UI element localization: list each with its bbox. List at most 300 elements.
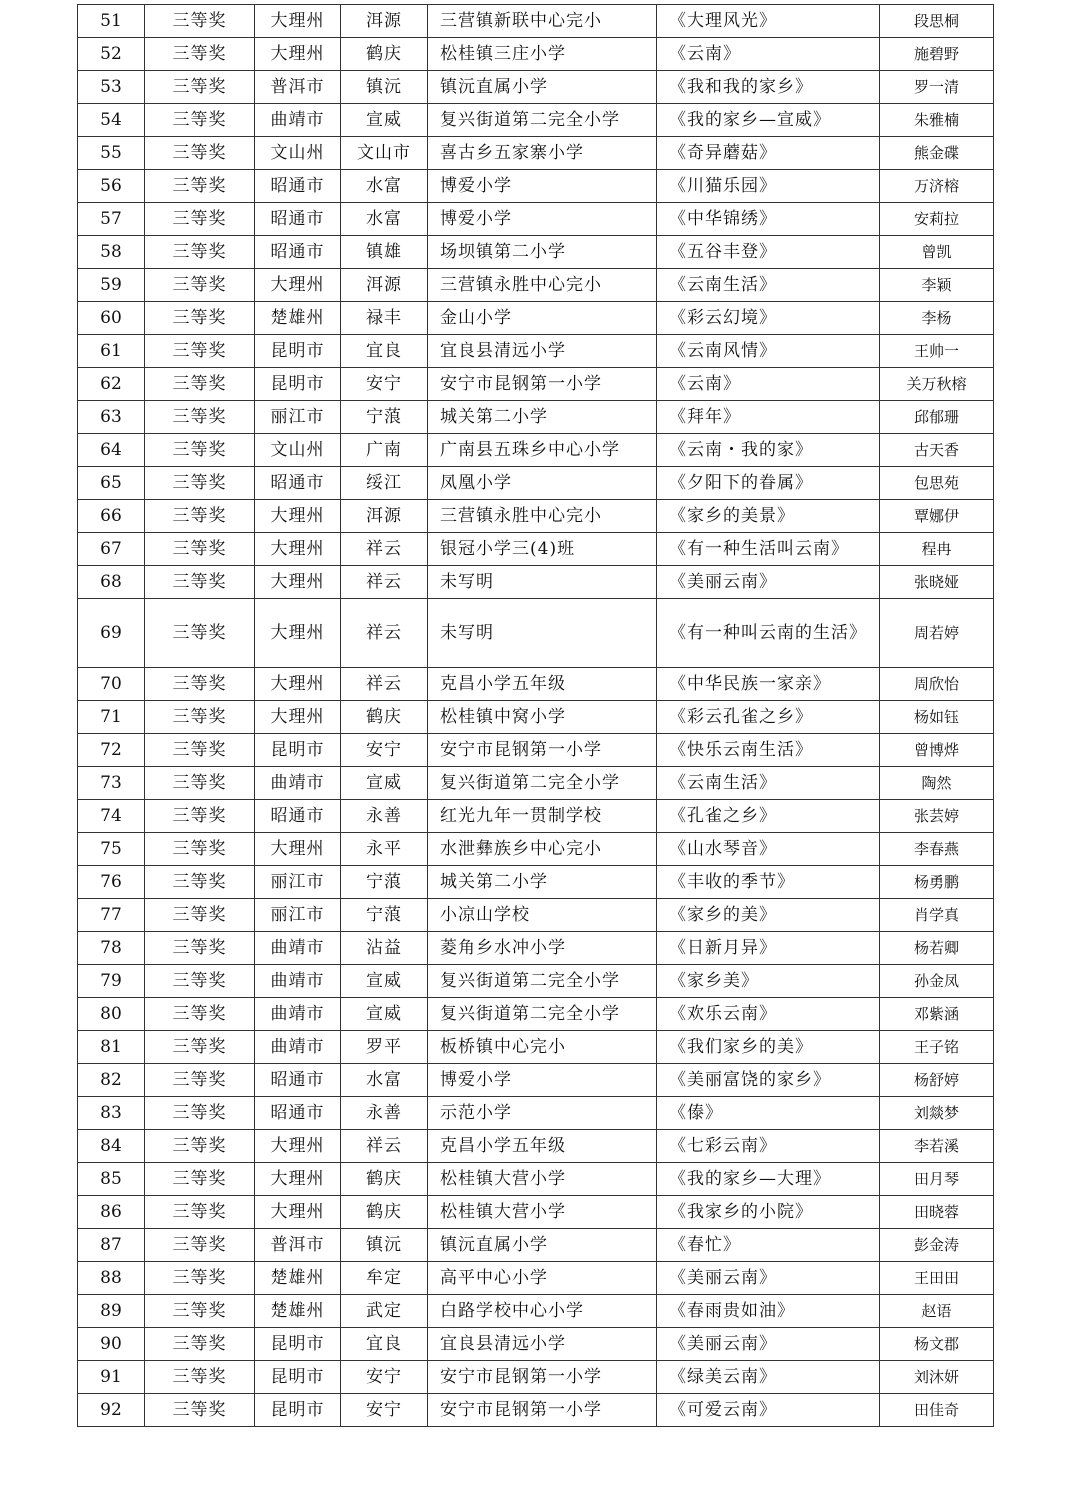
school-cell: 喜古乡五家寨小学	[428, 137, 657, 170]
student-name-cell: 施碧野	[880, 38, 994, 71]
city-cell: 丽江市	[255, 866, 341, 899]
table-row	[78, 1295, 994, 1328]
school-cell: 红光九年一贯制学校	[428, 800, 657, 833]
prize-level-cell: 三等奖	[145, 302, 255, 335]
prize-level-cell: 三等奖	[145, 434, 255, 467]
city-cell: 大理州	[255, 668, 341, 701]
row-number-cell: 69	[78, 599, 145, 668]
county-cell: 镇沅	[341, 1229, 428, 1262]
prize-level-cell: 三等奖	[145, 1229, 255, 1262]
school-cell: 克昌小学五年级	[428, 668, 657, 701]
prize-level-cell: 三等奖	[145, 137, 255, 170]
school-cell: 未写明	[428, 599, 657, 668]
prize-level-cell: 三等奖	[145, 668, 255, 701]
row-number-cell: 83	[78, 1097, 145, 1130]
county-cell: 祥云	[341, 1130, 428, 1163]
city-cell: 大理州	[255, 269, 341, 302]
city-cell: 曲靖市	[255, 932, 341, 965]
prize-level-cell: 三等奖	[145, 1064, 255, 1097]
artwork-title-cell: 《彩云幻境》	[657, 302, 880, 335]
table-row	[78, 998, 994, 1031]
artwork-title-cell: 《云南・我的家》	[657, 434, 880, 467]
prize-level-cell: 三等奖	[145, 269, 255, 302]
school-cell: 博爱小学	[428, 1064, 657, 1097]
school-cell: 三营镇新联中心完小	[428, 5, 657, 38]
award-list-table	[77, 4, 994, 1427]
row-number-cell: 70	[78, 668, 145, 701]
city-cell: 昆明市	[255, 1361, 341, 1394]
city-cell: 大理州	[255, 566, 341, 599]
city-cell: 大理州	[255, 1163, 341, 1196]
table-row	[78, 668, 994, 701]
student-name-cell: 周欣怡	[880, 668, 994, 701]
artwork-title-cell: 《云南风情》	[657, 335, 880, 368]
student-name-cell: 张晓娅	[880, 566, 994, 599]
city-cell: 曲靖市	[255, 104, 341, 137]
county-cell: 鹤庆	[341, 38, 428, 71]
student-name-cell: 王田田	[880, 1262, 994, 1295]
county-cell: 安宁	[341, 734, 428, 767]
prize-level-cell: 三等奖	[145, 1031, 255, 1064]
artwork-title-cell: 《我们家乡的美》	[657, 1031, 880, 1064]
school-cell: 复兴街道第二完全小学	[428, 104, 657, 137]
artwork-title-cell: 《中华锦绣》	[657, 203, 880, 236]
county-cell: 洱源	[341, 5, 428, 38]
city-cell: 大理州	[255, 500, 341, 533]
county-cell: 永善	[341, 800, 428, 833]
school-cell: 凤凰小学	[428, 467, 657, 500]
table-row	[78, 1361, 994, 1394]
county-cell: 水富	[341, 170, 428, 203]
table-row	[78, 899, 994, 932]
student-name-cell: 朱雅楠	[880, 104, 994, 137]
student-name-cell: 段思桐	[880, 5, 994, 38]
table-row	[78, 434, 994, 467]
table-row	[78, 1394, 994, 1427]
artwork-title-cell: 《我和我的家乡》	[657, 71, 880, 104]
school-cell: 松桂镇大营小学	[428, 1196, 657, 1229]
student-name-cell: 彭金涛	[880, 1229, 994, 1262]
table-row	[78, 1163, 994, 1196]
school-cell: 复兴街道第二完全小学	[428, 965, 657, 998]
prize-level-cell: 三等奖	[145, 965, 255, 998]
prize-level-cell: 三等奖	[145, 401, 255, 434]
table-row	[78, 1130, 994, 1163]
row-number-cell: 86	[78, 1196, 145, 1229]
prize-level-cell: 三等奖	[145, 1163, 255, 1196]
table-body	[78, 5, 994, 1427]
county-cell: 禄丰	[341, 302, 428, 335]
county-cell: 永平	[341, 833, 428, 866]
county-cell: 宜良	[341, 1328, 428, 1361]
student-name-cell: 王子铭	[880, 1031, 994, 1064]
prize-level-cell: 三等奖	[145, 236, 255, 269]
county-cell: 武定	[341, 1295, 428, 1328]
row-number-cell: 56	[78, 170, 145, 203]
city-cell: 楚雄州	[255, 302, 341, 335]
prize-level-cell: 三等奖	[145, 1361, 255, 1394]
artwork-title-cell: 《绿美云南》	[657, 1361, 880, 1394]
artwork-title-cell: 《美丽云南》	[657, 1262, 880, 1295]
row-number-cell: 80	[78, 998, 145, 1031]
prize-level-cell: 三等奖	[145, 335, 255, 368]
table-row	[78, 203, 994, 236]
prize-level-cell: 三等奖	[145, 1196, 255, 1229]
row-number-cell: 74	[78, 800, 145, 833]
county-cell: 罗平	[341, 1031, 428, 1064]
student-name-cell: 杨文郡	[880, 1328, 994, 1361]
row-number-cell: 63	[78, 401, 145, 434]
school-cell: 复兴街道第二完全小学	[428, 767, 657, 800]
county-cell: 水富	[341, 1064, 428, 1097]
table-row	[78, 1196, 994, 1229]
artwork-title-cell: 《日新月异》	[657, 932, 880, 965]
student-name-cell: 李杨	[880, 302, 994, 335]
row-number-cell: 87	[78, 1229, 145, 1262]
artwork-title-cell: 《美丽富饶的家乡》	[657, 1064, 880, 1097]
table-row	[78, 170, 994, 203]
county-cell: 宁蒗	[341, 401, 428, 434]
artwork-title-cell: 《孔雀之乡》	[657, 800, 880, 833]
artwork-title-cell: 《我家乡的小院》	[657, 1196, 880, 1229]
county-cell: 水富	[341, 203, 428, 236]
student-name-cell: 孙金凤	[880, 965, 994, 998]
student-name-cell: 杨若卿	[880, 932, 994, 965]
city-cell: 大理州	[255, 1196, 341, 1229]
city-cell: 普洱市	[255, 71, 341, 104]
row-number-cell: 91	[78, 1361, 145, 1394]
student-name-cell: 刘沐妍	[880, 1361, 994, 1394]
row-number-cell: 68	[78, 566, 145, 599]
student-name-cell: 李若溪	[880, 1130, 994, 1163]
row-number-cell: 77	[78, 899, 145, 932]
city-cell: 文山州	[255, 434, 341, 467]
table-row	[78, 599, 994, 668]
artwork-title-cell: 《快乐云南生活》	[657, 734, 880, 767]
table-row	[78, 734, 994, 767]
artwork-title-cell: 《春雨贵如油》	[657, 1295, 880, 1328]
county-cell: 宣威	[341, 767, 428, 800]
table-row	[78, 137, 994, 170]
artwork-title-cell: 《中华民族一家亲》	[657, 668, 880, 701]
table-row	[78, 5, 994, 38]
student-name-cell: 邓紫涵	[880, 998, 994, 1031]
school-cell: 三营镇永胜中心完小	[428, 500, 657, 533]
artwork-title-cell: 《欢乐云南》	[657, 998, 880, 1031]
prize-level-cell: 三等奖	[145, 5, 255, 38]
county-cell: 绥江	[341, 467, 428, 500]
row-number-cell: 57	[78, 203, 145, 236]
student-name-cell: 杨如钰	[880, 701, 994, 734]
table-row	[78, 701, 994, 734]
table-row	[78, 1262, 994, 1295]
city-cell: 大理州	[255, 533, 341, 566]
county-cell: 牟定	[341, 1262, 428, 1295]
row-number-cell: 59	[78, 269, 145, 302]
table-row	[78, 833, 994, 866]
row-number-cell: 81	[78, 1031, 145, 1064]
table-row	[78, 1097, 994, 1130]
city-cell: 昭通市	[255, 1097, 341, 1130]
student-name-cell: 熊金碟	[880, 137, 994, 170]
table-row	[78, 269, 994, 302]
city-cell: 昆明市	[255, 1328, 341, 1361]
county-cell: 宣威	[341, 965, 428, 998]
table-row	[78, 467, 994, 500]
city-cell: 昭通市	[255, 800, 341, 833]
city-cell: 昆明市	[255, 368, 341, 401]
artwork-title-cell: 《云南生活》	[657, 767, 880, 800]
prize-level-cell: 三等奖	[145, 767, 255, 800]
row-number-cell: 89	[78, 1295, 145, 1328]
prize-level-cell: 三等奖	[145, 899, 255, 932]
table-row	[78, 368, 994, 401]
city-cell: 昆明市	[255, 1394, 341, 1427]
table-row	[78, 965, 994, 998]
row-number-cell: 84	[78, 1130, 145, 1163]
prize-level-cell: 三等奖	[145, 1130, 255, 1163]
county-cell: 安宁	[341, 1361, 428, 1394]
artwork-title-cell: 《云南生活》	[657, 269, 880, 302]
school-cell: 场坝镇第二小学	[428, 236, 657, 269]
county-cell: 洱源	[341, 269, 428, 302]
county-cell: 永善	[341, 1097, 428, 1130]
table-row	[78, 932, 994, 965]
city-cell: 曲靖市	[255, 998, 341, 1031]
school-cell: 镇沅直属小学	[428, 1229, 657, 1262]
school-cell: 安宁市昆钢第一小学	[428, 1361, 657, 1394]
row-number-cell: 73	[78, 767, 145, 800]
city-cell: 大理州	[255, 5, 341, 38]
prize-level-cell: 三等奖	[145, 734, 255, 767]
table-row	[78, 1064, 994, 1097]
city-cell: 昆明市	[255, 335, 341, 368]
prize-level-cell: 三等奖	[145, 500, 255, 533]
prize-level-cell: 三等奖	[145, 533, 255, 566]
student-name-cell: 李颖	[880, 269, 994, 302]
school-cell: 菱角乡水冲小学	[428, 932, 657, 965]
county-cell: 宜良	[341, 335, 428, 368]
row-number-cell: 58	[78, 236, 145, 269]
row-number-cell: 75	[78, 833, 145, 866]
city-cell: 曲靖市	[255, 1031, 341, 1064]
county-cell: 洱源	[341, 500, 428, 533]
artwork-title-cell: 《五谷丰登》	[657, 236, 880, 269]
table-row	[78, 302, 994, 335]
city-cell: 楚雄州	[255, 1262, 341, 1295]
prize-level-cell: 三等奖	[145, 170, 255, 203]
student-name-cell: 万济榕	[880, 170, 994, 203]
school-cell: 城关第二小学	[428, 401, 657, 434]
county-cell: 祥云	[341, 533, 428, 566]
row-number-cell: 67	[78, 533, 145, 566]
county-cell: 鹤庆	[341, 1196, 428, 1229]
row-number-cell: 62	[78, 368, 145, 401]
school-cell: 宜良县清远小学	[428, 335, 657, 368]
school-cell: 高平中心小学	[428, 1262, 657, 1295]
student-name-cell: 包思苑	[880, 467, 994, 500]
school-cell: 安宁市昆钢第一小学	[428, 368, 657, 401]
artwork-title-cell: 《有一种生活叫云南》	[657, 533, 880, 566]
student-name-cell: 田月琴	[880, 1163, 994, 1196]
table-row	[78, 767, 994, 800]
artwork-title-cell: 《云南》	[657, 368, 880, 401]
student-name-cell: 赵语	[880, 1295, 994, 1328]
row-number-cell: 90	[78, 1328, 145, 1361]
county-cell: 镇沅	[341, 71, 428, 104]
table-row	[78, 401, 994, 434]
county-cell: 宁蒗	[341, 866, 428, 899]
prize-level-cell: 三等奖	[145, 467, 255, 500]
school-cell: 松桂镇中窝小学	[428, 701, 657, 734]
row-number-cell: 82	[78, 1064, 145, 1097]
school-cell: 安宁市昆钢第一小学	[428, 1394, 657, 1427]
city-cell: 昭通市	[255, 203, 341, 236]
county-cell: 祥云	[341, 668, 428, 701]
prize-level-cell: 三等奖	[145, 833, 255, 866]
school-cell: 示范小学	[428, 1097, 657, 1130]
school-cell: 广南县五珠乡中心小学	[428, 434, 657, 467]
student-name-cell: 杨舒婷	[880, 1064, 994, 1097]
artwork-title-cell: 《可爱云南》	[657, 1394, 880, 1427]
county-cell: 鹤庆	[341, 701, 428, 734]
school-cell: 克昌小学五年级	[428, 1130, 657, 1163]
prize-level-cell: 三等奖	[145, 701, 255, 734]
school-cell: 三营镇永胜中心完小	[428, 269, 657, 302]
prize-level-cell: 三等奖	[145, 866, 255, 899]
table-row	[78, 500, 994, 533]
artwork-title-cell: 《家乡的美景》	[657, 500, 880, 533]
school-cell: 镇沅直属小学	[428, 71, 657, 104]
school-cell: 松桂镇大营小学	[428, 1163, 657, 1196]
row-number-cell: 52	[78, 38, 145, 71]
prize-level-cell: 三等奖	[145, 566, 255, 599]
county-cell: 广南	[341, 434, 428, 467]
artwork-title-cell: 《美丽云南》	[657, 566, 880, 599]
county-cell: 镇雄	[341, 236, 428, 269]
table-row	[78, 866, 994, 899]
school-cell: 未写明	[428, 566, 657, 599]
row-number-cell: 61	[78, 335, 145, 368]
school-cell: 安宁市昆钢第一小学	[428, 734, 657, 767]
county-cell: 文山市	[341, 137, 428, 170]
city-cell: 曲靖市	[255, 965, 341, 998]
student-name-cell: 程冉	[880, 533, 994, 566]
student-name-cell: 周若婷	[880, 599, 994, 668]
county-cell: 宁蒗	[341, 899, 428, 932]
county-cell: 安宁	[341, 368, 428, 401]
row-number-cell: 88	[78, 1262, 145, 1295]
table-row	[78, 1229, 994, 1262]
student-name-cell: 曾博烨	[880, 734, 994, 767]
artwork-title-cell: 《家乡美》	[657, 965, 880, 998]
row-number-cell: 53	[78, 71, 145, 104]
artwork-title-cell: 《夕阳下的眷属》	[657, 467, 880, 500]
row-number-cell: 71	[78, 701, 145, 734]
city-cell: 楚雄州	[255, 1295, 341, 1328]
city-cell: 大理州	[255, 599, 341, 668]
prize-level-cell: 三等奖	[145, 38, 255, 71]
city-cell: 丽江市	[255, 401, 341, 434]
school-cell: 金山小学	[428, 302, 657, 335]
county-cell: 宣威	[341, 104, 428, 137]
table-row	[78, 236, 994, 269]
row-number-cell: 66	[78, 500, 145, 533]
student-name-cell: 古天香	[880, 434, 994, 467]
artwork-title-cell: 《川猫乐园》	[657, 170, 880, 203]
table-row	[78, 1328, 994, 1361]
artwork-title-cell: 《奇异蘑菇》	[657, 137, 880, 170]
artwork-title-cell: 《有一种叫云南的生活》	[657, 599, 880, 668]
prize-level-cell: 三等奖	[145, 1097, 255, 1130]
artwork-title-cell: 《丰收的季节》	[657, 866, 880, 899]
prize-level-cell: 三等奖	[145, 104, 255, 137]
table-row	[78, 71, 994, 104]
row-number-cell: 54	[78, 104, 145, 137]
prize-level-cell: 三等奖	[145, 1295, 255, 1328]
student-name-cell: 刘燚梦	[880, 1097, 994, 1130]
county-cell: 祥云	[341, 566, 428, 599]
city-cell: 昆明市	[255, 734, 341, 767]
artwork-title-cell: 《彩云孔雀之乡》	[657, 701, 880, 734]
artwork-title-cell: 《大理风光》	[657, 5, 880, 38]
student-name-cell: 陶然	[880, 767, 994, 800]
artwork-title-cell: 《拜年》	[657, 401, 880, 434]
prize-level-cell: 三等奖	[145, 1394, 255, 1427]
artwork-title-cell: 《云南》	[657, 38, 880, 71]
student-name-cell: 邱郁珊	[880, 401, 994, 434]
artwork-title-cell: 《傣》	[657, 1097, 880, 1130]
row-number-cell: 78	[78, 932, 145, 965]
county-cell: 安宁	[341, 1394, 428, 1427]
city-cell: 大理州	[255, 1130, 341, 1163]
city-cell: 曲靖市	[255, 767, 341, 800]
prize-level-cell: 三等奖	[145, 1262, 255, 1295]
prize-level-cell: 三等奖	[145, 368, 255, 401]
table-row	[78, 533, 994, 566]
city-cell: 大理州	[255, 38, 341, 71]
table-row	[78, 335, 994, 368]
student-name-cell: 李春燕	[880, 833, 994, 866]
city-cell: 丽江市	[255, 899, 341, 932]
student-name-cell: 覃娜伊	[880, 500, 994, 533]
school-cell: 复兴街道第二完全小学	[428, 998, 657, 1031]
row-number-cell: 85	[78, 1163, 145, 1196]
prize-level-cell: 三等奖	[145, 932, 255, 965]
student-name-cell: 肖学真	[880, 899, 994, 932]
city-cell: 文山州	[255, 137, 341, 170]
city-cell: 大理州	[255, 701, 341, 734]
table-row	[78, 104, 994, 137]
table-row	[78, 1031, 994, 1064]
prize-level-cell: 三等奖	[145, 1328, 255, 1361]
student-name-cell: 关万秋榕	[880, 368, 994, 401]
city-cell: 昭通市	[255, 170, 341, 203]
prize-level-cell: 三等奖	[145, 800, 255, 833]
row-number-cell: 65	[78, 467, 145, 500]
artwork-title-cell: 《美丽云南》	[657, 1328, 880, 1361]
table-row	[78, 38, 994, 71]
row-number-cell: 55	[78, 137, 145, 170]
school-cell: 板桥镇中心完小	[428, 1031, 657, 1064]
county-cell: 鹤庆	[341, 1163, 428, 1196]
city-cell: 昭通市	[255, 467, 341, 500]
table-row	[78, 566, 994, 599]
row-number-cell: 64	[78, 434, 145, 467]
artwork-title-cell: 《我的家乡—大理》	[657, 1163, 880, 1196]
row-number-cell: 79	[78, 965, 145, 998]
student-name-cell: 杨勇鹏	[880, 866, 994, 899]
